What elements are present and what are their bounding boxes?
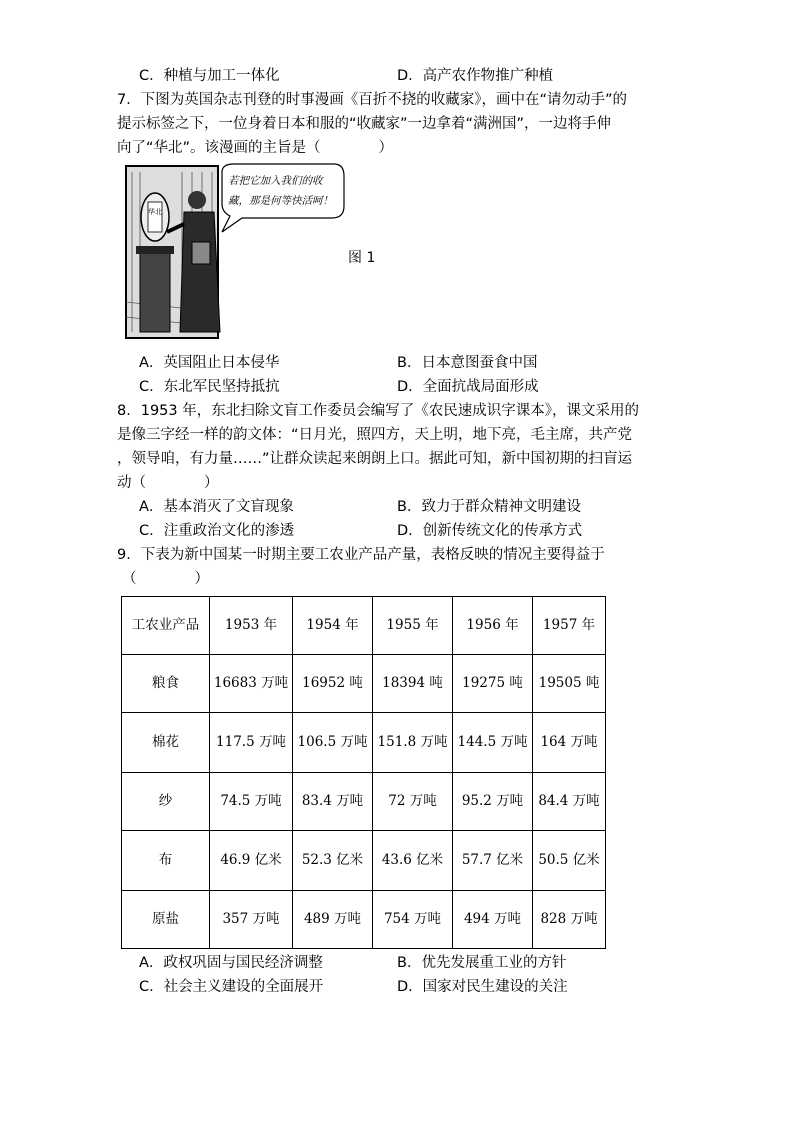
cartoon-figure xyxy=(122,162,347,340)
table-cell: 43.6 亿米 xyxy=(373,831,453,891)
collector-head-icon xyxy=(188,191,206,209)
production-table xyxy=(121,596,606,949)
table-header-cell: 1956 年 xyxy=(453,597,533,655)
q7-stem-line-2: 提示标签之下，一位身着日本和服的“收藏家”一边拿着“满洲国”，一边将手伸 xyxy=(117,116,612,132)
table-cell: 原盐 xyxy=(122,891,210,949)
q8-stem-line-1: 8．1953 年，东北扫除文盲工作委员会编写了《农民速成识字课本》，课文采用的 xyxy=(117,403,639,419)
table-cell: 494 万吨 xyxy=(453,891,533,949)
q8-option-b: B．致力于群众精神文明建设 xyxy=(397,499,581,515)
table-cell: 棉花 xyxy=(122,713,210,773)
table-header-cell: 工农业产品 xyxy=(122,597,210,655)
q9-stem-line-2: （ ） xyxy=(122,571,209,587)
table-cell: 72 万吨 xyxy=(373,773,453,831)
table-cell: 144.5 万吨 xyxy=(453,713,533,773)
table-cell: 19505 吨 xyxy=(533,655,606,713)
q7-option-c: C．东北军民坚持抵抗 xyxy=(139,379,280,395)
q7-option-a: A．英国阻止日本侵华 xyxy=(139,355,280,371)
q7-stem-line-3: 向了“华北”。该漫画的主旨是（ ） xyxy=(117,140,394,156)
table-row xyxy=(122,831,606,891)
table-cell: 357 万吨 xyxy=(210,891,293,949)
table-cell: 52.3 亿米 xyxy=(293,831,373,891)
table-header-cell: 1957 年 xyxy=(533,597,606,655)
table-cell: 16683 万吨 xyxy=(210,655,293,713)
table-header-cell: 1955 年 xyxy=(373,597,453,655)
q9-option-d: D．国家对民生建设的关注 xyxy=(397,979,568,995)
table-cell: 828 万吨 xyxy=(533,891,606,949)
table-cell: 106.5 万吨 xyxy=(293,713,373,773)
figure-caption: 图 1 xyxy=(348,250,376,266)
table-cell: 布 xyxy=(122,831,210,891)
table-row xyxy=(122,773,606,831)
q7-option-b: B．日本意图蚕食中国 xyxy=(397,355,538,371)
table-cell: 46.9 亿米 xyxy=(210,831,293,891)
speech-line-2: 藏，那是何等快活呵！ xyxy=(228,195,333,207)
q7-option-d: D．全面抗战局面形成 xyxy=(397,379,539,395)
table-cell: 19275 吨 xyxy=(453,655,533,713)
q9-stem-line-1: 9．下表为新中国某一时期主要工农业产品产量，表格反映的情况主要得益于 xyxy=(117,547,605,563)
table-row xyxy=(122,891,606,949)
table-header-row xyxy=(122,597,606,655)
vase-label: 华北 xyxy=(148,208,162,216)
q8-option-d: D．创新传统文化的传承方式 xyxy=(397,523,583,539)
table-cell: 164 万吨 xyxy=(533,713,606,773)
table-cell: 117.5 万吨 xyxy=(210,713,293,773)
table-header-cell: 1954 年 xyxy=(293,597,373,655)
table-cell: 纱 xyxy=(122,773,210,831)
table-cell: 16952 吨 xyxy=(293,655,373,713)
collector-robe-icon xyxy=(180,212,220,332)
table-cell: 489 万吨 xyxy=(293,891,373,949)
table-cell: 74.5 万吨 xyxy=(210,773,293,831)
speech-line-1: 若把它加入我们的收 xyxy=(228,175,323,187)
table-cell: 粮食 xyxy=(122,655,210,713)
q9-option-c: C．社会主义建设的全面展开 xyxy=(139,979,324,995)
table-cell: 95.2 万吨 xyxy=(453,773,533,831)
table-row xyxy=(122,713,606,773)
q8-stem-line-4: 动（ ） xyxy=(117,475,219,491)
table-cell: 50.5 亿米 xyxy=(533,831,606,891)
q7-stem-line-1: 7．下图为英国杂志刊登的时事漫画《百折不挠的收藏家》，画中在“请勿动手”的 xyxy=(117,92,627,108)
option-c-prev: C．种植与加工一体化 xyxy=(139,68,280,84)
table-cell: 57.7 亿米 xyxy=(453,831,533,891)
q9-option-a: A．政权巩固与国民经济调整 xyxy=(139,955,323,971)
table-cell: 754 万吨 xyxy=(373,891,453,949)
q8-stem-line-3: ，领导咱，有力量……”让群众读起来朗朗上口。据此可知，新中国初期的扫盲运 xyxy=(117,451,633,467)
table-cell: 18394 吨 xyxy=(373,655,453,713)
table-row xyxy=(122,655,606,713)
table-cell: 83.4 万吨 xyxy=(293,773,373,831)
table-header-cell: 1953 年 xyxy=(210,597,293,655)
table-cell: 84.4 万吨 xyxy=(533,773,606,831)
option-d-prev: D．高产农作物推广种植 xyxy=(397,68,554,84)
q9-option-b: B．优先发展重工业的方针 xyxy=(397,955,567,971)
q8-option-c: C．注重政治文化的渗透 xyxy=(139,523,295,539)
q8-stem-line-2: 是像三字经一样的韵文体：“日月光，照四方，天上明，地下亮，毛主席，共产党 xyxy=(117,427,633,443)
table-cell: 151.8 万吨 xyxy=(373,713,453,773)
q8-option-a: A．基本消灭了文盲现象 xyxy=(139,499,294,515)
